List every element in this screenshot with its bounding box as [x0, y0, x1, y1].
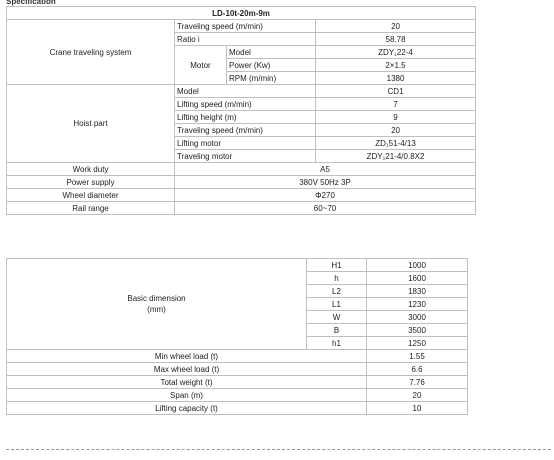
dashed-divider	[6, 449, 551, 450]
motor-model-value: ZDY₁22-4	[316, 46, 476, 59]
table-row	[7, 402, 468, 415]
basic-dimension-unit: (mm)	[147, 305, 166, 314]
crane-traveling-speed-label: Traveling speed (m/min)	[175, 20, 316, 33]
table-row	[7, 176, 476, 189]
dimension-name: h1	[307, 337, 367, 350]
general-label: Power supply	[7, 176, 175, 189]
hoist-part-label: Hoist part	[7, 85, 175, 163]
section-heading-fragment: Specification	[6, 0, 56, 6]
table-row	[7, 363, 468, 376]
load-value: 10	[367, 402, 468, 415]
dimension-name: B	[307, 324, 367, 337]
dimension-name: h	[307, 272, 367, 285]
crane-traveling-speed-value: 20	[316, 20, 476, 33]
motor-rpm-label: RPM (m/min)	[227, 72, 316, 85]
motor-label: Motor	[175, 46, 227, 85]
general-value: 60~70	[175, 202, 476, 215]
dimension-value: 1600	[367, 272, 468, 285]
load-value: 7.76	[367, 376, 468, 389]
general-label: Rail range	[7, 202, 175, 215]
basic-dimension-title: Basic dimension	[127, 294, 186, 303]
hoist-row-value: ZDY₁21-4/0.8X2	[316, 150, 476, 163]
table-row	[7, 259, 468, 272]
dimension-value: 1830	[367, 285, 468, 298]
motor-rpm-value: 1380	[316, 72, 476, 85]
dimension-value: 1250	[367, 337, 468, 350]
dimension-value: 3000	[367, 311, 468, 324]
spec-table-title: LD-10t-20m-9m	[7, 7, 476, 20]
crane-spec-table	[6, 6, 476, 215]
table-row	[7, 163, 476, 176]
load-label: Min wheel load (t)	[7, 350, 367, 363]
hoist-row-value: 7	[316, 98, 476, 111]
hoist-row-label: Lifting height (m)	[175, 111, 316, 124]
hoist-row-value: 20	[316, 124, 476, 137]
hoist-row-value: CD1	[316, 85, 476, 98]
general-label: Work duty	[7, 163, 175, 176]
dimension-value: 1000	[367, 259, 468, 272]
hoist-row-label: Traveling speed (m/min)	[175, 124, 316, 137]
dimension-name: L2	[307, 285, 367, 298]
general-value: 380V 50Hz 3P	[175, 176, 476, 189]
hoist-row-value: 9	[316, 111, 476, 124]
table-row	[7, 85, 476, 98]
load-label: Total weight (t)	[7, 376, 367, 389]
dimension-name: H1	[307, 259, 367, 272]
dimension-value: 3500	[367, 324, 468, 337]
load-value: 6.6	[367, 363, 468, 376]
general-value: Φ270	[175, 189, 476, 202]
motor-model-label: Model	[227, 46, 316, 59]
hoist-row-value: ZD₁51-4/13	[316, 137, 476, 150]
table-row	[7, 189, 476, 202]
table-row	[7, 202, 476, 215]
dimension-table	[6, 258, 468, 415]
load-label: Lifting capacity (t)	[7, 402, 367, 415]
load-value: 1.55	[367, 350, 468, 363]
motor-power-value: 2×1.5	[316, 59, 476, 72]
ratio-value: 58.78	[316, 33, 476, 46]
load-label: Max wheel load (t)	[7, 363, 367, 376]
hoist-row-label: Model	[175, 85, 316, 98]
dimension-name: W	[307, 311, 367, 324]
hoist-row-label: Lifting motor	[175, 137, 316, 150]
dimension-name: L1	[307, 298, 367, 311]
ratio-label: Ratio i	[175, 33, 316, 46]
crane-traveling-system-label: Crane traveling system	[7, 20, 175, 85]
basic-dimension-label	[7, 259, 307, 350]
table-row	[7, 376, 468, 389]
load-value: 20	[367, 389, 468, 402]
motor-power-label: Power (Kw)	[227, 59, 316, 72]
hoist-row-label: Traveling motor	[175, 150, 316, 163]
table-row	[7, 7, 476, 20]
general-label: Wheel diameter	[7, 189, 175, 202]
dimension-value: 1230	[367, 298, 468, 311]
general-value: A5	[175, 163, 476, 176]
table-row	[7, 350, 468, 363]
table-row	[7, 20, 476, 33]
load-label: Span (m)	[7, 389, 367, 402]
hoist-row-label: Lifting speed (m/min)	[175, 98, 316, 111]
table-row	[7, 389, 468, 402]
